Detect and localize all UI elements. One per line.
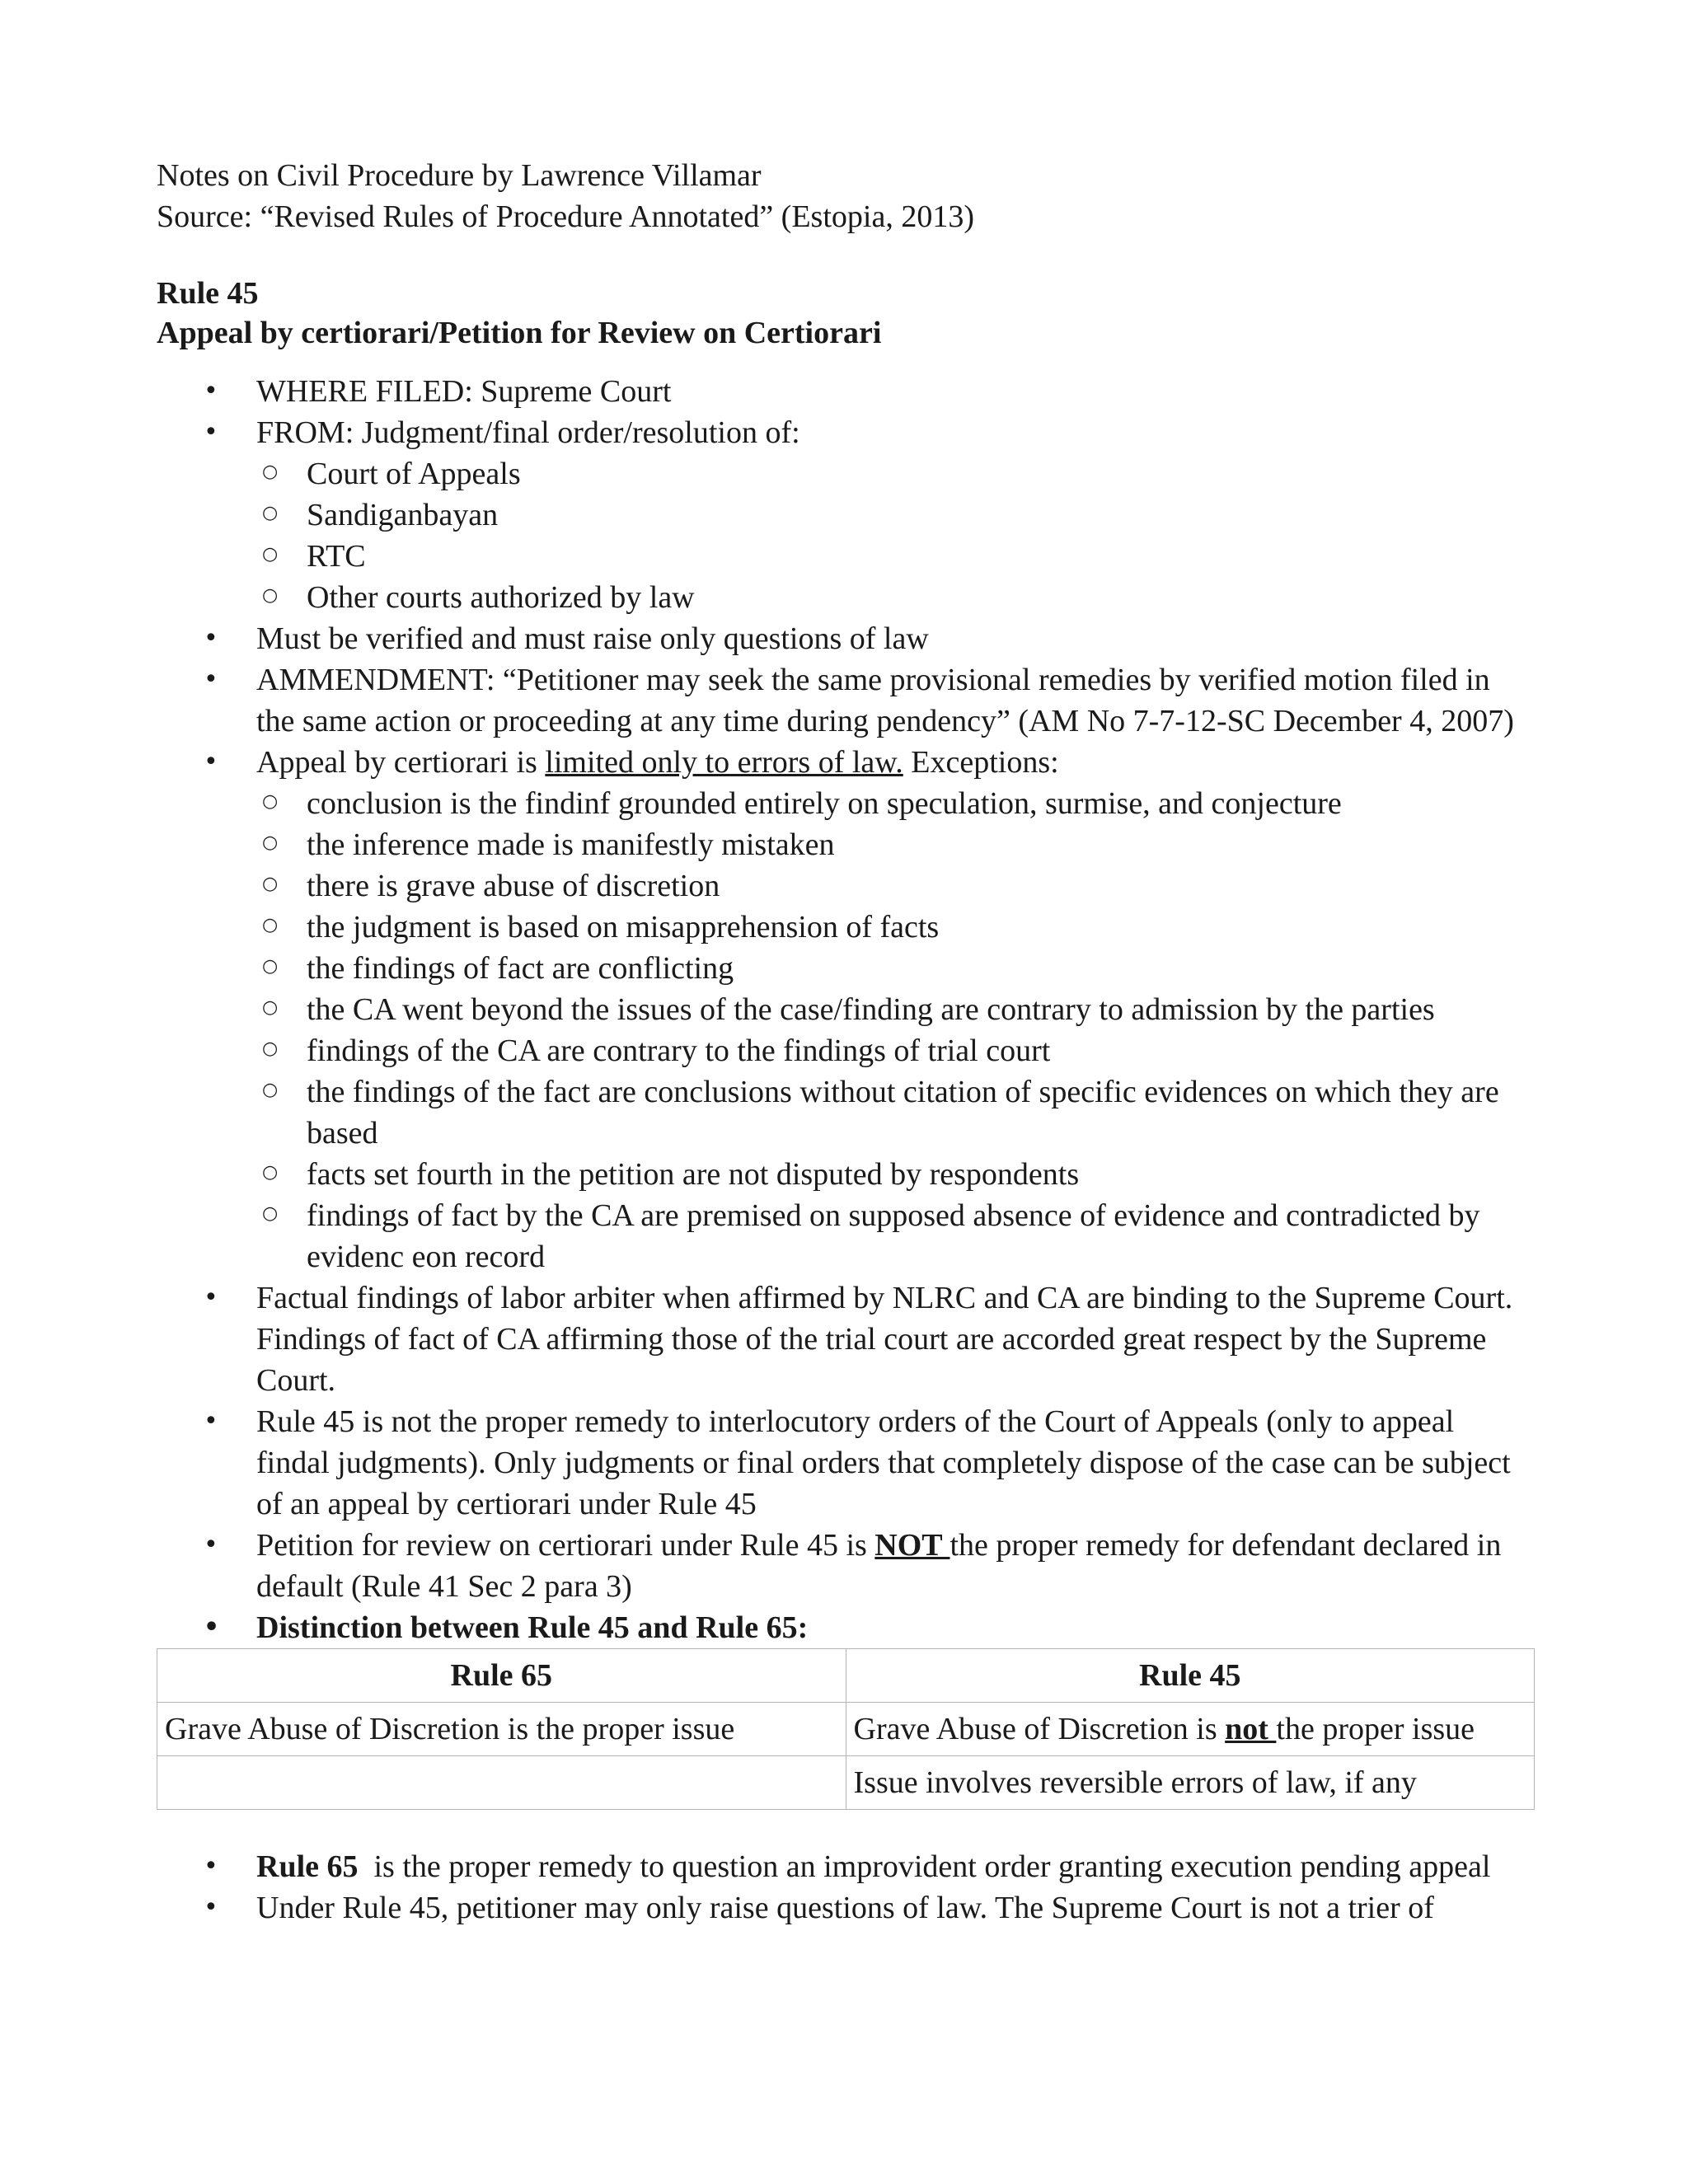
table-row (157, 1703, 1535, 1756)
table-header-rule65: Rule 65 (157, 1649, 846, 1703)
exception-item: ○ the CA went beyond the issues of the case/finding are contrary to admission by the parties (256, 989, 1533, 1030)
bullet-under-rule45: • Under Rule 45, petitioner may only raise questions of law. The Supreme Court is not a trier of (157, 1887, 1533, 1929)
exception-item: ○ findings of the CA are contrary to the findings of trial court (256, 1030, 1533, 1071)
main-bullet-list (157, 371, 1533, 1648)
appeal-text-post: Exceptions: (903, 745, 1059, 780)
table-cell (846, 1703, 1535, 1756)
document-author-line: Notes on Civil Procedure by Lawrence Villamar (157, 158, 762, 193)
table-header-row (157, 1649, 1535, 1703)
petition-text-post: the proper remedy for defendant declared in default (Rule 41 Sec 2 para 3) (256, 1528, 1502, 1604)
from-item: ○ Sandiganbayan (256, 494, 1533, 536)
bullet-from-text: FROM: Judgment/final order/resolution of: (256, 415, 800, 450)
rule65-bold-text: Rule 65 (256, 1849, 359, 1884)
bullet-appeal-limited (157, 742, 1533, 1277)
from-item: ○ Other courts authorized by law (256, 577, 1533, 618)
appeal-text-underlined: limited only to errors of law. (545, 745, 903, 780)
petition-text-not: NOT (874, 1528, 950, 1563)
cell-text-pre: Grave Abuse of Discretion is (853, 1712, 1226, 1746)
bullet-not-proper-remedy: • Rule 45 is not the proper remedy to interlocutory orders of the Court of Appeals (only to appeal findal judgments). Only judgments or final orders that completely dispose of the case can be subject of an appeal by certiorari under Rule 45 (157, 1401, 1533, 1525)
exception-item: ○ conclusion is the findinf grounded entirely on speculation, surmise, and conjecture (256, 783, 1533, 824)
exception-item: ○ the inference made is manifestly mistaken (256, 824, 1533, 865)
table-cell (157, 1756, 846, 1810)
bullet-distinction: • Distinction between Rule 45 and Rule 65: (157, 1607, 1533, 1648)
bullet-rule65-remedy (157, 1846, 1533, 1887)
distinction-table (157, 1648, 1535, 1810)
document-source-line: Source: “Revised Rules of Procedure Annotated” (Estopia, 2013) (157, 199, 974, 234)
after-table-bullet-list (157, 1846, 1533, 1929)
exception-item: ○ the findings of fact are conflicting (256, 948, 1533, 989)
exception-item: ○ findings of fact by the CA are premised on supposed absence of evidence and contradicted by evidenc eon record (256, 1195, 1533, 1277)
exception-item: ○ facts set fourth in the petition are not disputed by respondents (256, 1154, 1533, 1195)
bullet-verified: • Must be verified and must raise only questions of law (157, 618, 1533, 659)
rule65-rest-text: is the proper remedy to question an improvident order granting execution pending appeal (358, 1849, 1491, 1884)
rule-number-heading: Rule 45 (157, 276, 259, 311)
bullet-factual-findings: • Factual findings of labor arbiter when affirmed by NLRC and CA are binding to the Supreme Court. Findings of fact of CA affirming those of the trial court are accorded great respect by the Supreme Court. (157, 1277, 1533, 1401)
exception-item: ○ the judgment is based on misapprehension of facts (256, 907, 1533, 948)
cell-text-post: the proper issue (1276, 1712, 1475, 1746)
rule-title-heading: Appeal by certiorari/Petition for Review on Certiorari (157, 316, 882, 350)
exception-item: ○ there is grave abuse of discretion (256, 865, 1533, 907)
bullet-where-filed: • WHERE FILED: Supreme Court (157, 371, 1533, 412)
cell-text-not: not (1225, 1712, 1277, 1746)
petition-text-pre: Petition for review on certiorari under Rule 45 is (256, 1528, 875, 1563)
table-row (157, 1756, 1535, 1810)
exceptions-sublist (256, 783, 1533, 1277)
bullet-from (157, 412, 1533, 618)
table-header-rule45: Rule 45 (846, 1649, 1535, 1703)
table-cell: Grave Abuse of Discretion is the proper issue (157, 1703, 846, 1756)
from-item: ○ RTC (256, 536, 1533, 577)
exception-item: ○ the findings of the fact are conclusions without citation of specific evidences on which they are based (256, 1071, 1533, 1154)
from-sublist (256, 453, 1533, 618)
table-cell: Issue involves reversible errors of law, if any (846, 1756, 1535, 1810)
bullet-petition-default (157, 1525, 1533, 1607)
document-page (157, 155, 1533, 1929)
from-item: ○ Court of Appeals (256, 453, 1533, 494)
appeal-text-pre: Appeal by certiorari is (256, 745, 546, 780)
bullet-ammendment: • AMMENDMENT: “Petitioner may seek the same provisional remedies by verified motion filed in the same action or proceeding at any time during pendency” (AM No 7-7-12-SC December 4, 2007) (157, 659, 1533, 742)
